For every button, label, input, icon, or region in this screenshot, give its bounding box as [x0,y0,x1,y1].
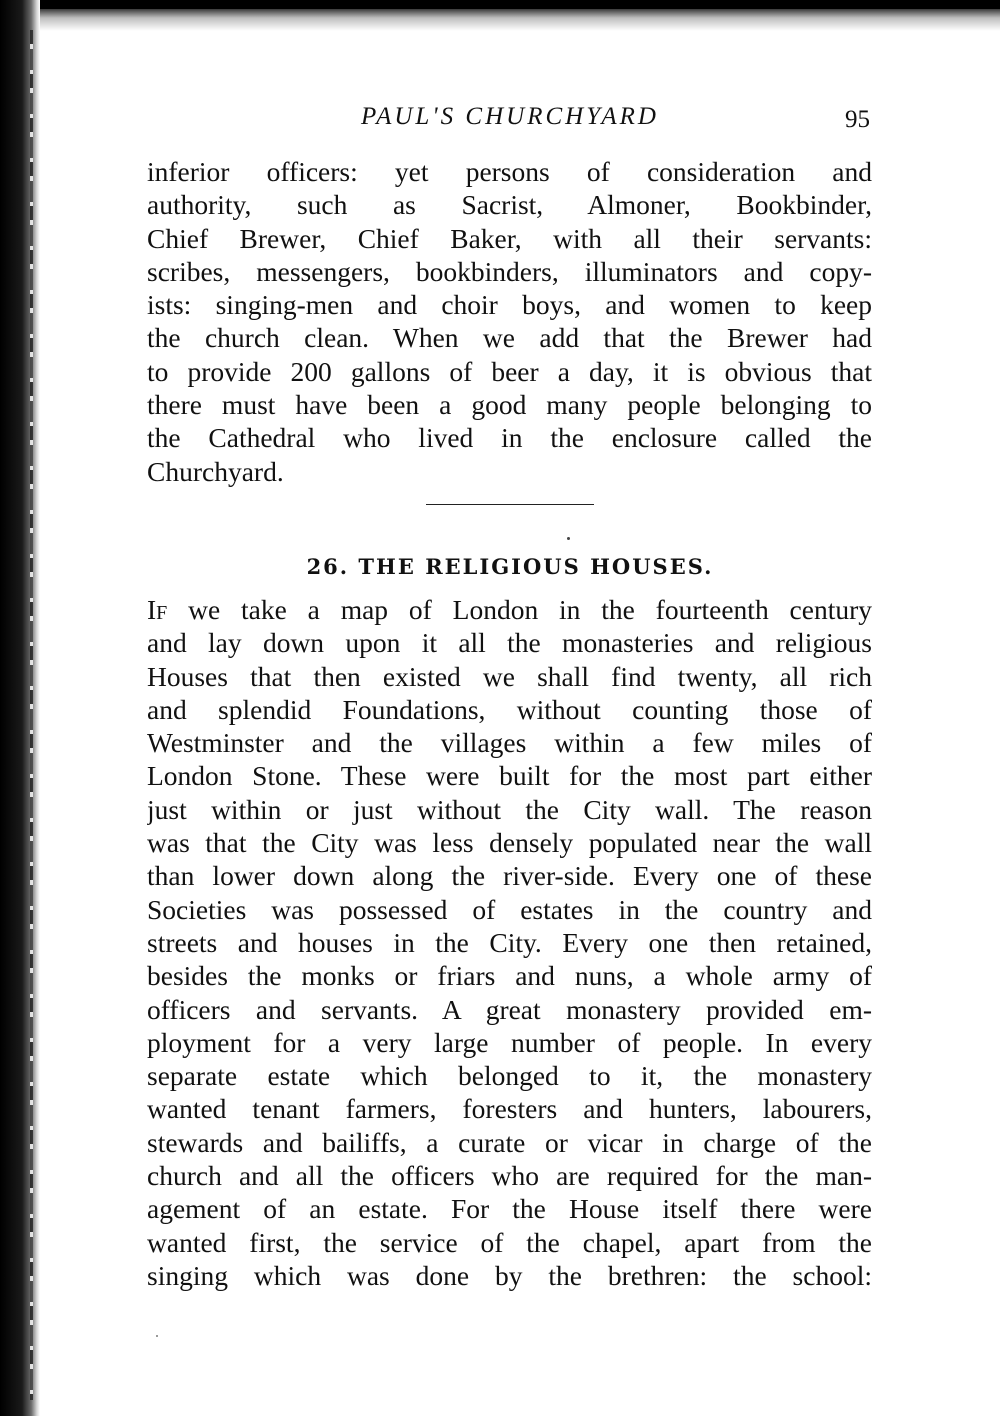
first-line-text: we take a map of London in the fourteenth century [167,594,872,625]
text-line: Societies was possessed of estates in the country and [147,893,872,925]
text-line: and splendid Foundations, without counting those of [147,693,872,725]
text-line: besides the monks or friars and nuns, a whole army of [147,960,872,992]
section-heading: 26. THE RELIGIOUS HOUSES. [306,554,714,579]
text-line: to provide 200 gallons of beer a day, it is obvious that [147,355,872,387]
text-line: Chief Brewer, Chief Baker, with all their servants: [147,222,872,254]
text-line: ployment for a very large number of people. In every [147,1026,872,1058]
text-line: was that the City was less densely populated near the wall [147,827,872,859]
text-line-first [147,593,872,626]
text-line: officers and servants. A great monastery provided em- [147,993,872,1025]
print-speck [156,1335,158,1337]
text-line: the church clean. When we add that the Brewer had [147,322,872,354]
text-line: Churchyard. [147,455,284,487]
text-line: Westminster and the villages within a few miles of [147,727,872,759]
binding-texture [30,30,33,1400]
section-divider [426,504,594,505]
text-line: agement of an estate. For the House itself there were [147,1193,872,1225]
text-line: separate estate which belonged to it, the monastery [147,1060,872,1092]
scan-top-shadow [0,9,1000,31]
text-line: and lay down upon it all the monasteries and religious [147,627,872,659]
text-line: the Cathedral who lived in the enclosure called the [147,422,872,454]
page-number: 95 [845,106,870,133]
text-line: inferior officers: yet persons of consideration and [147,156,872,187]
text-line: wanted first, the service of the chapel, apart from the [147,1226,872,1258]
text-line: there must have been a good many people belonging to [147,389,872,421]
paragraph-one [147,155,872,488]
running-title: PAUL'S CHURCHYARD [361,103,659,130]
text-line: just within or just without the City wall. The reason [147,793,872,825]
text-line: than lower down along the river-side. Every one of these [147,860,872,892]
binding-shadow [0,0,40,1416]
text-line: scribes, messengers, bookbinders, illuminators and copy- [147,255,872,287]
text-line: London Stone. These were built for the most part either [147,760,872,792]
text-line: authority, such as Sacrist, Almoner, Bookbinder, [147,189,872,221]
print-speck [567,537,570,540]
text-line: streets and houses in the City. Every one then retained, [147,926,872,958]
section-body [147,593,872,1292]
drop-initial-rest: F [156,602,168,624]
text-line: Houses that then existed we shall find twenty, all rich [147,660,872,692]
text-line: stewards and bailiffs, a curate or vicar in charge of the [147,1126,872,1158]
text-line: singing which was done by the brethren: the school: [147,1259,872,1291]
text-line: ists: singing-men and choir boys, and women to keep [147,289,872,321]
scan-top-edge [0,0,1000,9]
text-line: church and all the officers who are required for the man- [147,1160,872,1192]
running-head [150,100,870,134]
drop-initial: I [147,594,157,625]
text-line: wanted tenant farmers, foresters and hunters, labourers, [147,1093,872,1125]
